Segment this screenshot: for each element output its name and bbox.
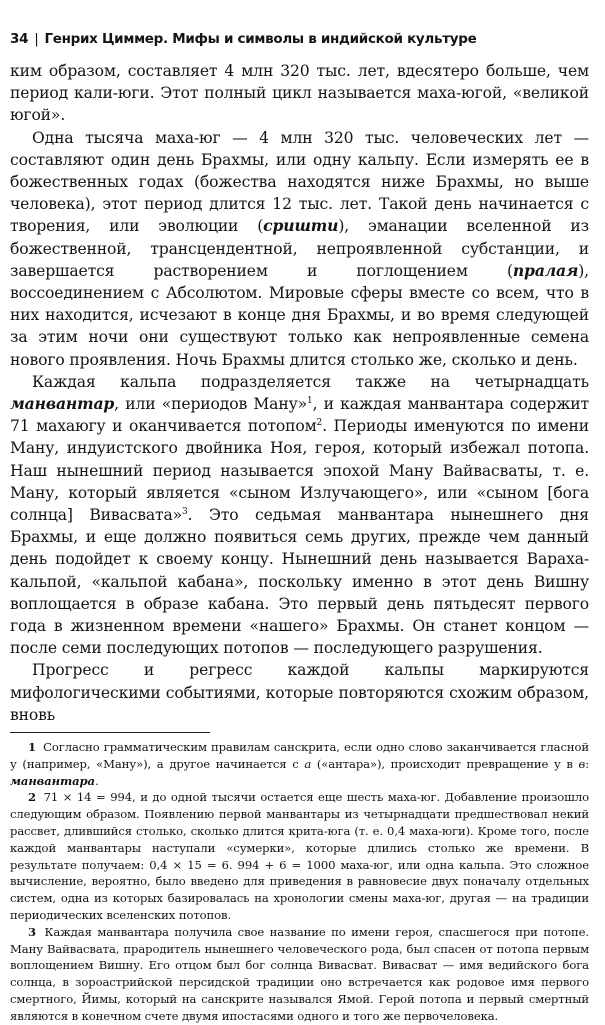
paragraph-3-part-a: Каждая кальпа подразделяется также на четырнадцать [32,372,589,391]
footnote-1-letter-a: а [304,756,312,771]
footnote-ref-1[interactable]: 1 [307,395,313,406]
term-srishti: сришти [263,216,339,236]
footnote-1-part-a: Согласно грамматическим правилам санскрита, если одно слово заканчивается гласной у (например, «Ману»), а другое начинается с [10,740,589,771]
footnote-1-term-manvantara: манвантара [10,773,95,788]
paragraph-3-part-b: , или «периодов Ману» [114,395,307,414]
paragraph-3 [10,371,589,660]
running-title: Генрих Циммер. Мифы и символы в индийской культуре [44,31,477,47]
footnote-ref-2[interactable]: 2 [316,418,323,429]
paragraph-3-part-d: . Периоды именуются по имени Ману, индуистского двойника Ноя, героя, который избежал потопа. Наш нынешний период называется эпохой Ману Вайвасваты, т. е. Ману, который является «сыном Излучающего», или «сыном [бога солнца] Вивасвата» [10,417,589,525]
footnote-divider [10,732,210,733]
running-head [10,22,589,56]
footnote-2 [10,789,589,923]
footnote-1 [10,739,589,789]
footnote-number: 1 [28,740,36,755]
footnote-2-text: 71 × 14 = 994, и до одной тысячи остается еще шесть маха-юг. Добавление произошло следующим образом. Появлению первой манвантары из четырнадцати предшествовал некий рассвет, длившийся столько, сколько длится крита-юга (т. е. 0,4 маха-юги). Кроме того, после каждой манвантары наступали «сумерки», которые длились столько же времени. В результате получаем: 0,4 × 15 = 6. 994 + 6 = 1000 маха-юг, или одна кальпа. Это сложное вычисление, вероятно, было введено для приведения в равновесие двух поначалу отдельных систем, одна из которых базировалась на хронологии смены маха-юг, другая — на традиции периодических вселенских потопов. [10,790,590,923]
paragraph-4: Прогресс и регресс каждой кальпы маркируются мифологическими событиями, которые повторяются схожим образом, вновь [10,661,589,724]
term-manvantar: манвантар [10,394,115,414]
page-number: 34 [10,31,29,47]
paragraph-2-part-b: ), эманации вселенной из божественной, трансцендентной, непроявленной субстанции, и завершается растворением и поглощением ( [10,217,589,280]
footnote-number: 2 [28,790,36,805]
paragraph-2-part-c: ), воссоединением с Абсолютом. Мировые сферы вместе со всем, что в них находится, исчезают в конце дня Брахмы, и во время следующей за этим ночи они существуют только как непроявленные семена нового проявления. Ночь Брахмы длится столько же, сколько и день. [10,261,589,369]
paragraph-2 [10,127,589,371]
footnote-1-part-c: : [585,756,589,771]
paragraph-3-part-c: , и каждая манвантара содержит 71 махаюгу и оканчивается потопом [10,395,590,436]
footnote-1-part-d: . [94,773,99,788]
footnote-3-text: Каждая манвантара получила свое название по имени героя, спасшегося при потопе. Ману Вайвасвата, прародитель нынешнего человеческого рода, был спасен от потопа первым воплощением Вишну. Его отцом был бог солнца Вивасват. Вивасват — имя ведийского бога солнца, в зороастрийской персидской традиции оно встречается как родовое имя первого смертного, Йимы, который на санскрите назывался Ямой. Герой потопа и первый смертный являются в конечном счете двумя ипостасями одного и того же первочеловека. [10,924,589,1023]
footnote-number: 3 [28,924,36,939]
main-text [10,60,589,726]
footnote-1-letter-v: в [578,756,586,771]
term-pralaya: пралая [512,260,579,280]
header-separator: | [34,31,39,47]
paragraph-1: ким образом, составляет 4 млн 320 тыс. лет, вдесятеро больше, чем период кали-юги. Этот полный цикл называется маха-югой, «великой югой». [10,62,589,125]
footnote-3 [10,924,589,1025]
paragraph-3-part-e: . Это седьмая манвантара нынешнего дня Брахмы, и еще должно появиться семь других, прежде чем данный день подойдет к своему концу. Нынешний день называется Вараха-кальпой, «кальпой кабана», поскольку именно в этот день Вишну воплощается в образе кабана. Это первый день пятьдесят первого года в жизненном времени «нашего» Брахмы. Он станет концом — после семи последующих потопов — последующего разрушения. [10,506,589,658]
footnote-1-part-b: («антара»), происходит превращение у в [311,756,579,771]
paragraph-2-part-a: Одна тысяча маха-юг — 4 млн 320 тыс. человеческих лет — составляют один день Брахмы, или одну кальпу. Если измерять ее в божественных годах (божества находятся ниже Брахмы, но выше человека), этот период длится 12 тыс. лет. Такой день начинается с творения, или эволюции ( [10,128,589,236]
footnotes [10,739,589,1025]
footnote-ref-3[interactable]: 3 [182,506,188,517]
